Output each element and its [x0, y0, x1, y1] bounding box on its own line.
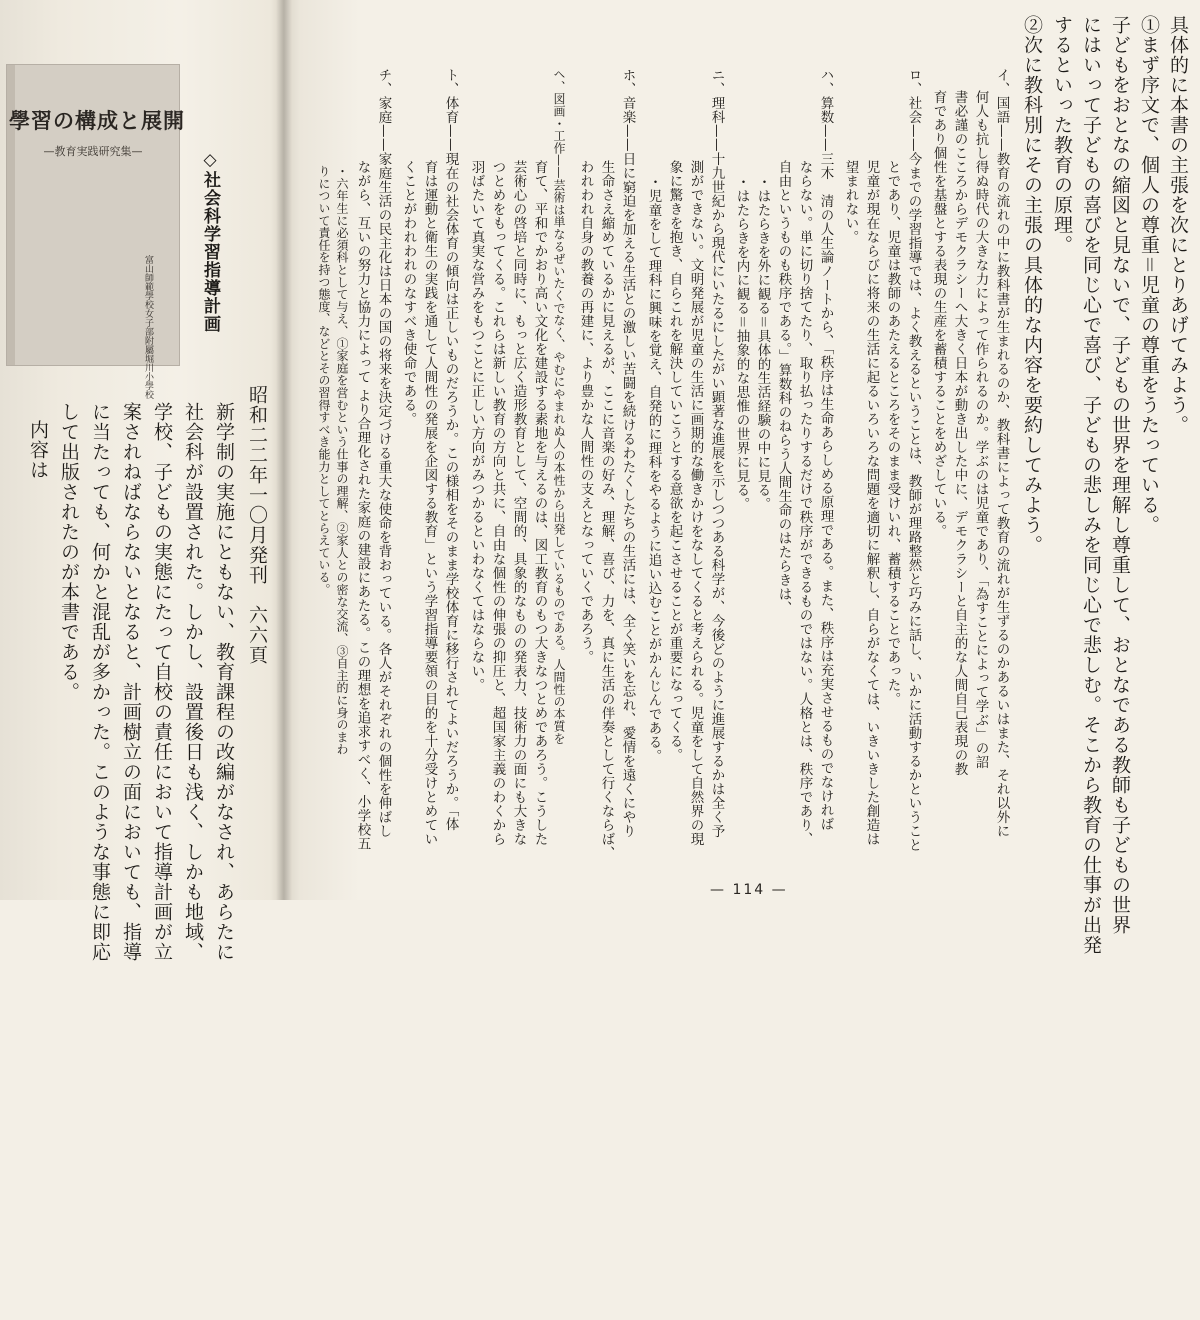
left-text-line: 案されねばならないとなると、計画樹立の面においても、指導 — [120, 402, 142, 962]
subject-line: 測ができない。文明発展が児童の生活に画期的な働きかけをなしてくると考えられる。児童をして自然界の現 — [687, 160, 704, 846]
page-number: — 114 — — [710, 882, 788, 898]
subject-line: ヘ、図画・工作——芸術は単なるぜいたくでなく、やむにやまれぬ人の本性から出発しているものである。人間性の本質を — [552, 68, 566, 745]
right-text-line: するといった教育の原理。 — [1051, 15, 1073, 255]
right-text-line: 子どもをおとなの縮図と見ないで、子どもの世界を理解し尊重して、おとなである教師も子どもの世界 — [1109, 15, 1131, 935]
subject-line: りについて責任を持つ態度、などとその習得すべき能力としてとらえている。 — [317, 165, 331, 596]
subject-line: イ、国語——教育の流れの中に教科書が生まれるのか、教科書によって教育の流れが生ずるのかあるいはまた、それ以外に — [993, 68, 1010, 838]
right-text-line: ①まず序文で、個人の尊重＝児童の尊重をうたっている。 — [1138, 15, 1160, 536]
subject-line: ながら、互いの努力と協力によって より合理化された家庭の建設にあたる。この理想を追求すべく、小学校五 — [354, 160, 371, 851]
page-gutter — [276, 0, 292, 900]
subject-line: 象に驚きを抱き、自らこれを解決していこうとする意欲を起こさせることが重要になってくる。 — [666, 160, 683, 762]
left-text-line: 学校、子どもの実態にたって自校の責任において指導計画が立 — [151, 402, 173, 962]
subject-line: ト、体育——現在の社会体育の傾向は正しいものだろうか。この様相をそのまま学校体育に移行されてよいだろうか。「体 — [442, 68, 459, 832]
section-heading: ◇社会科学習指導計画 — [200, 150, 220, 333]
subject-line: 書必謹のこころからデモクラシーへ大きく日本が動き出した中に、デモクラシーと自主的な人間自己表現の教 — [951, 90, 968, 776]
subject-line: ・はたらきを内に観る＝抽象的な思惟の世界に見る。 — [733, 175, 750, 511]
subject-line: 育は運動と衛生の実践を通して人間性の発展を企図する教育」という学習指導要領の目的を十分受けとめてい — [421, 160, 438, 846]
right-text-line: にはいって子どもの喜びを同じ心で喜び、子どもの悲しみを同じ心で悲しむ。そこから教育の仕事が出発 — [1080, 15, 1102, 955]
book-cover-photo — [6, 64, 185, 399]
subject-line: 自由というものも秩序である。」算数科のねらう人間生命のはたらきは、 — [775, 160, 792, 616]
subject-line: ・児童をして理科に興味を覚え、自発的に理科をやるように追い込むことがかんじんである。 — [645, 175, 662, 763]
subject-line: 育て、平和でかおり高い文化を建設する素地を与えるのは、図工教育のもつ大きなつとめであろう。こうした — [531, 160, 548, 846]
subject-line: 羽ばたいて真実な営みをもつことに正しい方向がみつかるといわなくてはならない。 — [468, 160, 485, 692]
subject-line: くことがわれわれのなすべき使命である。 — [400, 160, 417, 426]
subject-line: ロ、社会——今までの学習指導では、よく教えるということは、教師が理路整然と巧みに話し、いかに活動するかということ — [905, 68, 922, 852]
cover-subtitle: —教育実践研究集— — [43, 145, 143, 158]
cover-school-name: 富山師範學校女子部附屬堀川小學校 — [143, 255, 153, 399]
left-text-line: 内容は — [27, 420, 49, 480]
subject-line: われわれ自身の教養の再建に、より豊かな人間性の支えとなっていくであろう。 — [577, 160, 594, 664]
subject-line: ホ、音楽——日に窮迫を加える生活との激しい苦闘を続けるわたくしたちの生活には、全く笑いを忘れ、愛情を遠くにやり — [619, 68, 636, 838]
subject-line: とであり、児童は教師のあたえるところをそのまま受けいれ、蓄積することであった。 — [884, 160, 901, 706]
publication-info: 昭和二二年一〇月発刊 六六頁 — [246, 385, 268, 665]
subject-line: 生命さえ縮めているかに見えるが、ここに音楽の好み、理解、喜び、力を、真に生活の伴奏として行くならば、 — [598, 160, 615, 860]
subject-line: ・六年生に必須科として与え、①家庭を営むという仕事の理解、②家人との密な交流、③自主的に身のまわ — [335, 165, 349, 756]
subject-line: つとめをもってくる。これらは新しい教育の方向と共に、自由な個性の伸張の抑圧と、超国家主義のわくから — [489, 160, 506, 846]
right-text-line: ②次に教科別にその主張の具体的な内容を要約してみよう。 — [1021, 15, 1043, 555]
subject-line: ならない。単に切り捨てたり、取り払ったりするだけで秩序ができるものではない。人格とは、秩序であり、 — [796, 160, 813, 846]
left-text-line: 社会科が設置された。しかし、設置後日も浅く、しかも地域、 — [182, 402, 204, 962]
cover-title: 學習の構成と展開 — [9, 108, 185, 133]
subject-line: 芸術心の啓培と同時に、もっと広く造形教育として、空間的、具象的なものの発表力、技術力の面にも大きな — [510, 160, 527, 846]
left-text-line: 新学制の実施にともない、教育課程の改編がなされ、あらたに — [213, 402, 235, 962]
subject-line: 何人も抗し得ぬ時代の大きな力によって作られるのか。学ぶのは児童であり、「為すことによって学ぶ」の詔 — [972, 90, 989, 770]
subject-line: 育であり個性を基盤とする表現の生産を蓄積することをめざしている。 — [930, 90, 947, 538]
left-text-line: して出版されたのが本書である。 — [58, 402, 80, 702]
left-text-line: に当たっても、何かと混乱が多かった。このような事態に即応 — [89, 402, 111, 962]
subject-line: ニ、理科——十九世紀から現代にいたるにしたがい顕著な進展を示しつつある科学が、今後どのように進展するかは全く予 — [708, 68, 725, 838]
subject-line: ハ、算数——三木 清の人生論ノートから、「秩序は生命あらしめる原理である。また、秩序は充実させるものでなければ — [817, 68, 834, 832]
right-text-line: 具体的に本書の主張を次にとりあげてみよう。 — [1167, 15, 1189, 435]
subject-line: ・はたらきを外に観る＝具体的生活経験の中に見る。 — [754, 175, 771, 511]
subject-line: 望まれない。 — [842, 160, 859, 244]
subject-line: 児童が現在ならびに将来の生活に起るいろいろな問題を適切に解釈し、自らがなくては、いきいきした創造は — [863, 160, 880, 846]
subject-line: チ、家庭——家庭生活の民主化は日本の国の将来を決定づける重大な使命を背おっている。各人がそれぞれの個性を伸ばし — [375, 68, 392, 838]
